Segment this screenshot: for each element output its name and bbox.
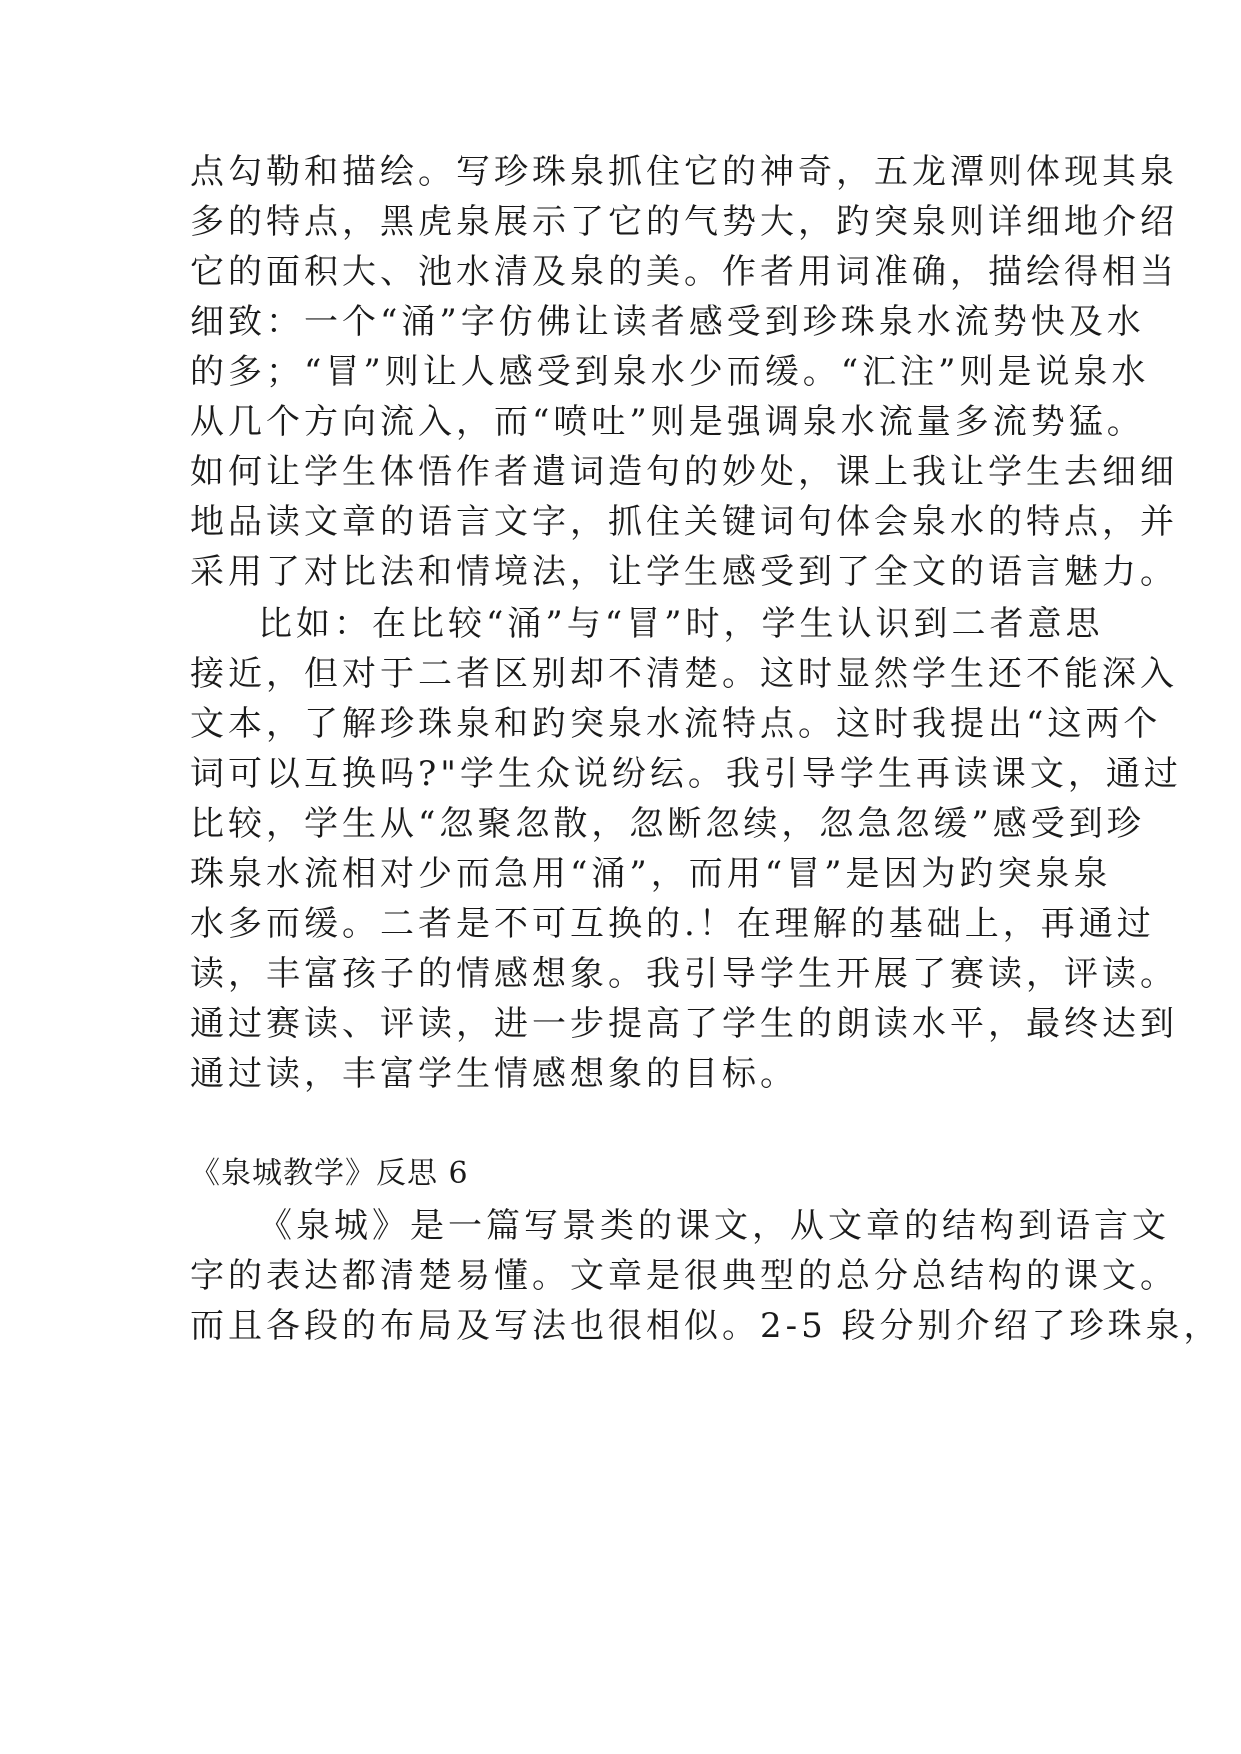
text-line: 从几个方向流入，而“喷吐”则是强调泉水流量多流势猛。	[190, 402, 1145, 442]
text-line: 珠泉水流相对少而急用“涌”，而用“冒”是因为趵突泉泉	[190, 854, 1112, 894]
text-line: 词可以互换吗?"学生众说纷纭。我引导学生再读课文，通过	[190, 754, 1182, 794]
section-heading: 《泉城教学》反思 6	[190, 1156, 469, 1191]
text-line: 的多；“冒”则让人感受到泉水少而缓。“汇注”则是说泉水	[190, 352, 1150, 392]
text-line: 比较，学生从“忽聚忽散，忽断忽续，忽急忽缓”感受到珍	[190, 804, 1145, 844]
text-line: 字的表达都清楚易懂。文章是很典型的总分总结构的课文。	[190, 1256, 1178, 1296]
text-line: 通过读，丰富学生情感想象的目标。	[190, 1054, 798, 1094]
text-line: 点勾勒和描绘。写珍珠泉抓住它的神奇，五龙潭则体现其泉	[190, 152, 1178, 192]
paragraph-first-line: 比如：在比较“涌”与“冒”时，学生认识到二者意思	[258, 604, 1104, 644]
paragraph-first-line: 《泉城》是一篇写景类的课文，从文章的结构到语言文	[258, 1206, 1170, 1246]
text-line: 水多而缓。二者是不可互换的.！在理解的基础上，再通过	[190, 904, 1155, 944]
text-line: 地品读文章的语言文字，抓住关键词句体会泉水的特点，并	[190, 502, 1178, 542]
text-line: 采用了对比法和情境法，让学生感受到了全文的语言魅力。	[190, 552, 1178, 592]
text-line: 接近，但对于二者区别却不清楚。这时显然学生还不能深入	[190, 654, 1178, 694]
text-line: 如何让学生体悟作者遣词造句的妙处，课上我让学生去细细	[190, 452, 1178, 492]
text-line: 它的面积大、池水清及泉的美。作者用词准确，描绘得相当	[190, 252, 1178, 292]
text-line: 多的特点，黑虎泉展示了它的气势大，趵突泉则详细地介绍	[190, 202, 1178, 242]
text-line: 而且各段的布局及写法也很相似。2-5 段分别介绍了珍珠泉，	[190, 1306, 1222, 1346]
text-line: 文本，了解珍珠泉和趵突泉水流特点。这时我提出“这两个	[190, 704, 1162, 744]
text-line: 读，丰富孩子的情感想象。我引导学生开展了赛读，评读。	[190, 954, 1178, 994]
text-line: 通过赛读、评读，进一步提高了学生的朗读水平，最终达到	[190, 1004, 1178, 1044]
text-line: 细致：一个“涌”字仿佛让读者感受到珍珠泉水流势快及水	[190, 302, 1145, 342]
